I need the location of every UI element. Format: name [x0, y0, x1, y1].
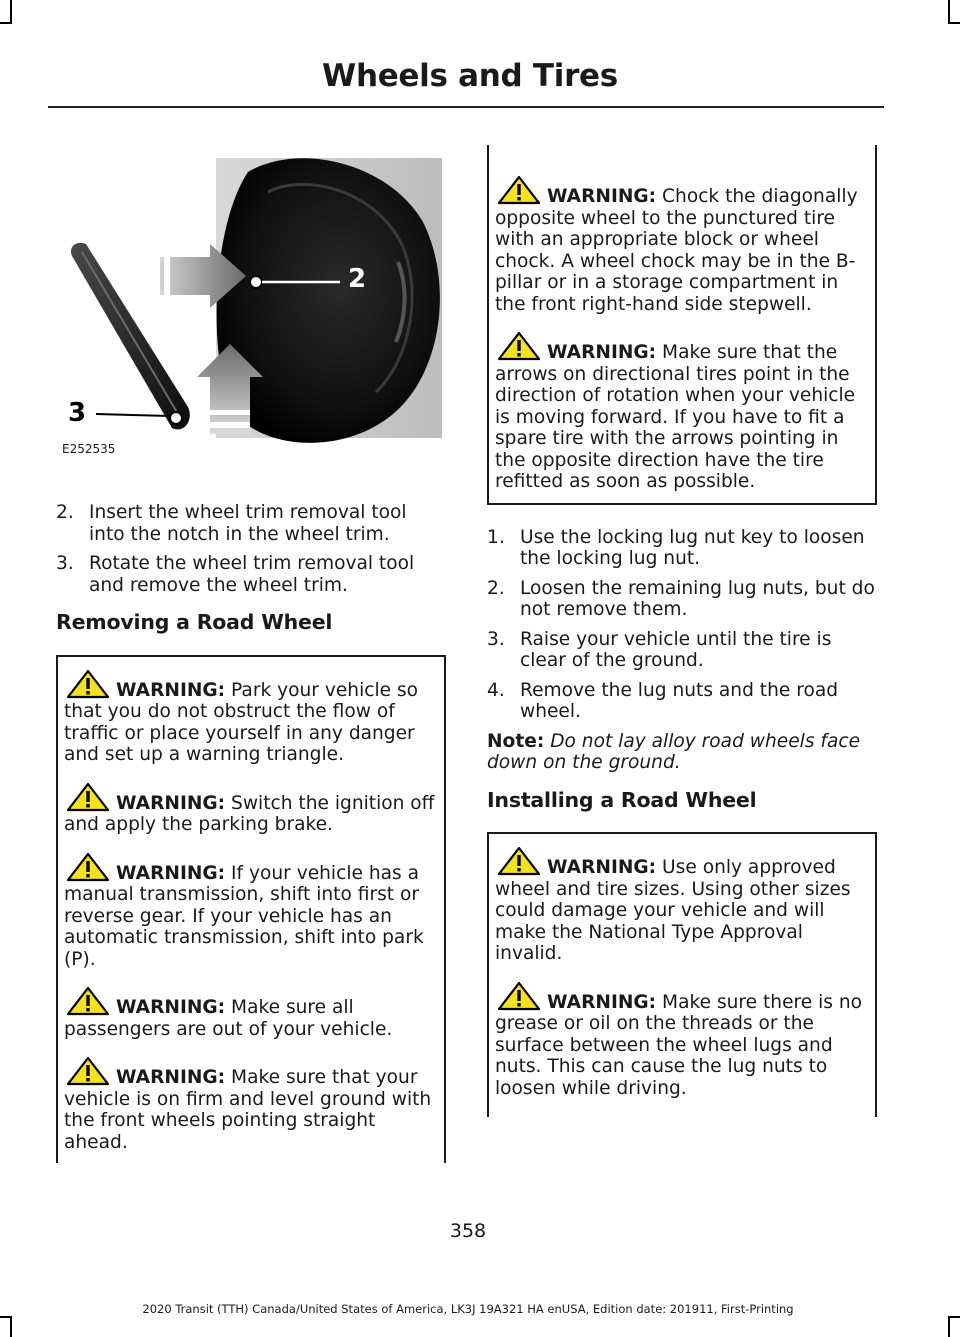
crop-mark [948, 1316, 960, 1318]
warning-triangle-icon [497, 175, 541, 205]
figure-callout-2: 2 [348, 264, 367, 294]
warning-label: WARNING: [116, 997, 226, 1018]
warning-triangle-icon [497, 846, 541, 876]
warning-label: WARNING: [116, 679, 226, 701]
step-text: Raise your vehicle until the tire is clear of the ground. [520, 628, 832, 671]
warning-item [495, 981, 869, 1100]
step-text: Remove the lug nuts and the road wheel. [520, 679, 839, 722]
warning-label: WARNING: [547, 342, 657, 363]
list-item [487, 629, 877, 672]
warning-label: WARNING: [116, 1067, 226, 1088]
section-heading-removing: Removing a Road Wheel [56, 610, 333, 634]
header-divider [48, 106, 884, 108]
warning-text: Chock the diagonally opposite wheel to the punctured tire with an appropriate block or wheel chock. A wheel chock may be in the B-pillar or in a storage compartment in the front right-hand side stepwell. [495, 186, 858, 315]
warning-triangle-icon [497, 331, 541, 361]
warning-item [64, 1056, 438, 1153]
warning-triangle-icon [66, 852, 110, 882]
step-text: Insert the wheel trim removal tool into the notch in the wheel trim. [89, 502, 407, 545]
step-number: 3. [56, 553, 74, 574]
warning-label: WARNING: [547, 991, 657, 1013]
crop-mark [948, 22, 960, 24]
warning-label: WARNING: [116, 862, 226, 884]
list-item [487, 578, 877, 621]
warning-item [495, 846, 869, 965]
warning-text: If your vehicle has a manual transmission, shift into first or reverse gear. If your vehicle has an automatic transmission, shift into park (P). [64, 862, 424, 970]
figure-code: E252535 [62, 442, 116, 456]
crop-mark [948, 0, 950, 22]
step-number: 4. [487, 679, 505, 701]
footer-edition-info: 2020 Transit (TTH) Canada/United States of America, LK3J 19A321 HA enUSA, Edition date: 201911, First-Printing [142, 1302, 794, 1316]
crop-mark [948, 1317, 950, 1337]
list-item [56, 553, 446, 596]
warning-label: WARNING: [547, 186, 657, 207]
warning-item [64, 669, 438, 766]
page-title: Wheels and Tires [322, 58, 618, 94]
step-number: 1. [487, 526, 505, 548]
wheel-trim-illustration [58, 152, 446, 460]
warning-triangle-icon [66, 782, 110, 812]
step-text: Rotate the wheel trim removal tool and remove the wheel trim. [89, 553, 415, 596]
note-label: Note: [487, 730, 545, 752]
right-column [487, 145, 877, 1117]
warning-text: Make sure there is no grease or oil on the threads or the surface between the wheel lugs and nuts. This can cause the lug nuts to loosen while driving. [495, 991, 863, 1099]
list-item [487, 527, 877, 570]
list-item [487, 680, 877, 723]
crop-mark [10, 0, 12, 22]
warning-box [487, 145, 877, 505]
warning-item [64, 852, 438, 971]
wheel-removal-steps [487, 527, 877, 723]
step-number: 3. [487, 628, 505, 650]
note [487, 731, 877, 774]
figure-callout-3: 3 [68, 398, 87, 428]
step-number: 2. [56, 502, 74, 523]
warning-item [495, 175, 869, 315]
warning-text: Make sure that the arrows on directional tires point in the direction of rotation when your vehicle is moving forward. If you have to fit a spare tire with the arrows pointing in the opposite direction have the tire refitted as soon as possible. [495, 342, 856, 492]
list-item [56, 502, 446, 545]
warning-triangle-icon [66, 669, 110, 699]
warning-box [487, 832, 877, 1117]
warning-text: Make sure that your vehicle is on firm and level ground with the front wheels pointing straight ahead. [64, 1067, 432, 1153]
wheel-trim-removal-figure [58, 152, 446, 460]
crop-mark [10, 1317, 12, 1337]
trim-removal-steps [56, 502, 446, 596]
warning-triangle-icon [66, 986, 110, 1016]
warning-text: Use only approved wheel and tire sizes. Using other sizes could damage your vehicle and will make the National Type Approval invalid. [495, 857, 851, 964]
step-text: Use the locking lug nut key to loosen the locking lug nut. [520, 526, 865, 569]
warning-label: WARNING: [547, 857, 657, 878]
warning-triangle-icon [66, 1056, 110, 1086]
warning-item [495, 331, 869, 493]
note-text: Do not lay alloy road wheels face down on the ground. [487, 730, 861, 773]
warning-text: Make sure all passengers are out of your vehicle. [64, 997, 393, 1040]
crop-mark [0, 1316, 12, 1318]
step-text: Loosen the remaining lug nuts, but do not remove them. [520, 577, 875, 620]
warning-item [64, 782, 438, 836]
warning-text: Park your vehicle so that you do not obstruct the flow of traffic or place yourself in any danger and set up a warning triangle. [64, 679, 419, 765]
warning-box [56, 655, 446, 1164]
warning-triangle-icon [497, 981, 541, 1011]
left-column [56, 502, 446, 1163]
crop-mark [0, 22, 12, 24]
warning-label: WARNING: [116, 792, 226, 814]
page-number: 358 [449, 1220, 487, 1242]
warning-text: Switch the ignition off and apply the parking brake. [64, 792, 435, 835]
step-number: 2. [487, 577, 505, 599]
warning-item [64, 986, 438, 1040]
section-heading-installing: Installing a Road Wheel [487, 787, 757, 812]
